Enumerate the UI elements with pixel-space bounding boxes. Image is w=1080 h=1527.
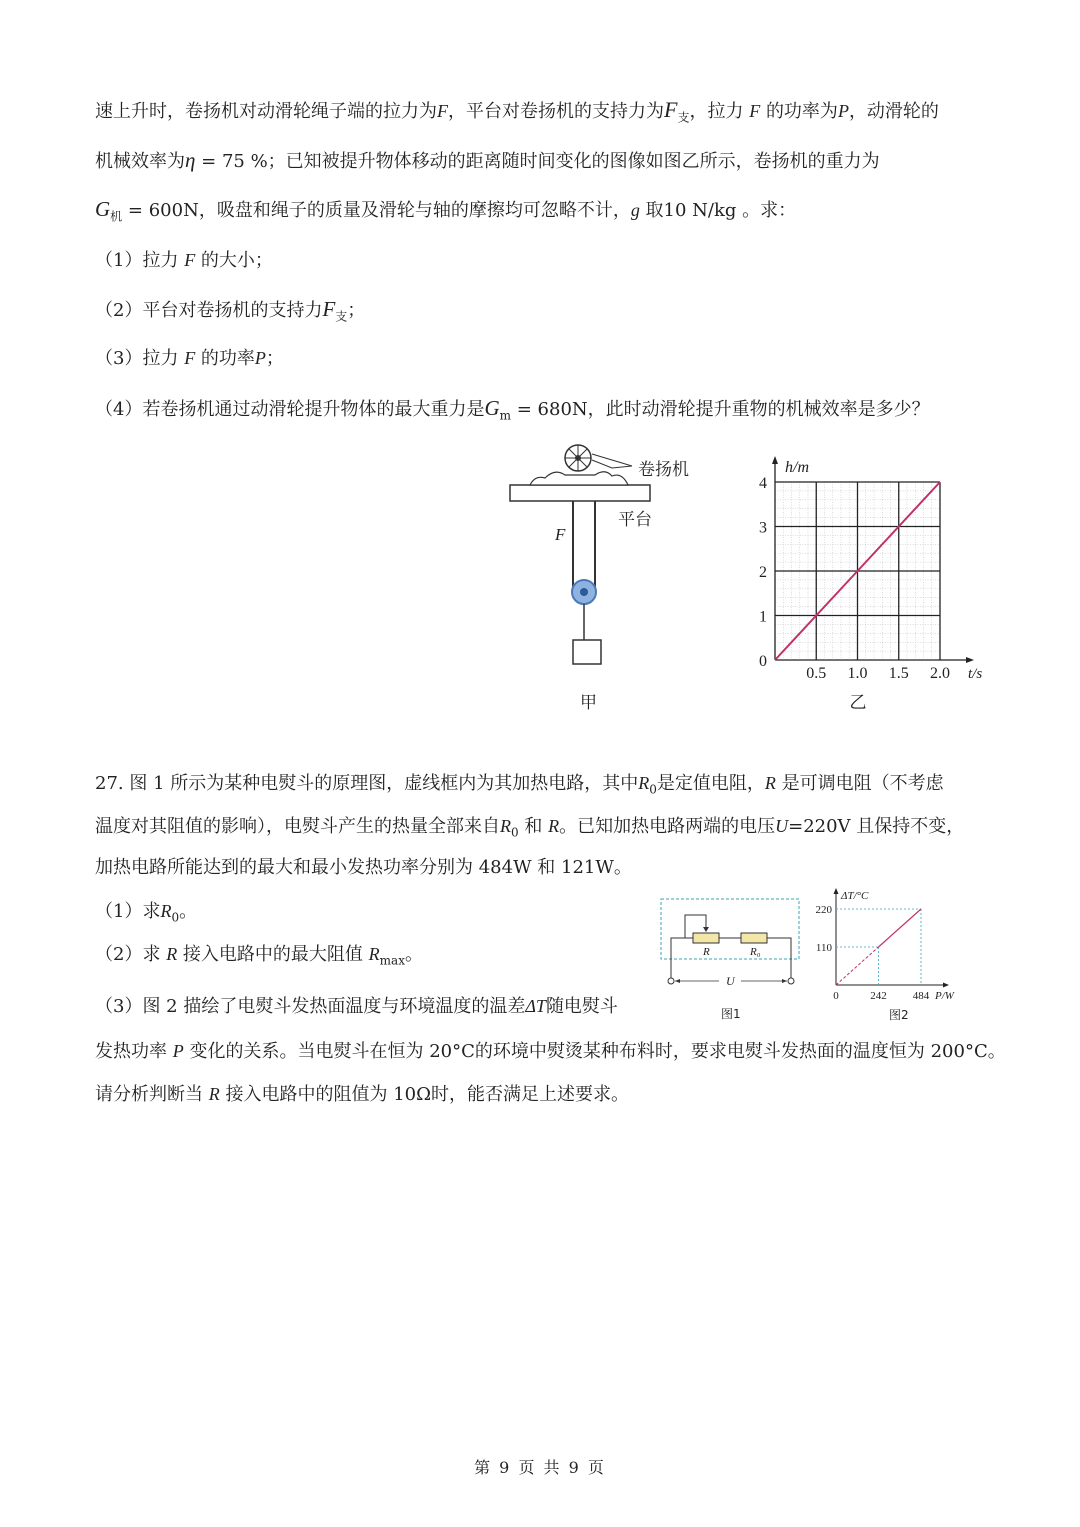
x-tick-label: 1.0 — [847, 665, 868, 682]
terminal-left — [668, 978, 674, 984]
y-tick-label: 0 — [759, 653, 767, 670]
data-line-extrapolated — [836, 947, 879, 985]
data-line — [879, 909, 922, 947]
y-tick-label: 3 — [759, 519, 767, 537]
winch-base-icon — [530, 472, 628, 485]
pulley-diagram — [500, 440, 720, 720]
h-t-graph — [750, 445, 1000, 720]
q26-question-1: （1）拉力 F 的大小； — [95, 250, 273, 271]
q26-text-line-1: 速上升时，卷扬机对动滑轮绳子端的拉力为F，平台对卷扬机的支持力为$F_支$，拉力 F 的功率为P，动滑轮的 — [95, 97, 939, 125]
y-axis-label: ΔT/°C — [841, 890, 869, 902]
page-footer: 第 9 页 共 9 页 — [474, 1458, 606, 1477]
y-tick-label: 1 — [759, 608, 767, 626]
chart-caption: 图2 — [889, 1008, 909, 1022]
x-tick-label: 2.0 — [930, 665, 950, 682]
x-tick-label: 0.5 — [806, 665, 827, 682]
winch-label: 卷扬机 — [638, 460, 689, 480]
x-tick-label: 484 — [912, 990, 930, 1002]
x-axis-label: t/s — [968, 666, 983, 682]
force-label: F — [555, 525, 566, 544]
resistor-r0 — [741, 933, 767, 943]
r-label: R — [703, 946, 710, 958]
q27-text-line-5: 请分析判断当 R 接入电路中的阻值为 10Ω时，能否满足上述要求。 — [95, 1084, 630, 1105]
x-tick-label: 242 — [870, 990, 887, 1002]
q26-text-line-3: $G_机 = 600N$，吸盘和绳子的质量及滑轮与轴的摩擦均可忽略不计，g 取10 N/kg 。求： — [95, 197, 797, 224]
x-tick-label: 1.5 — [888, 665, 909, 682]
y-axis-label: h/m — [785, 459, 809, 476]
temp-power-graph — [808, 873, 993, 1028]
q26-text-line-2: 机械效率为η = 75 %；已知被提升物体移动的距离随时间变化的图像如图乙所示，卷扬机的重力为 — [95, 148, 880, 172]
q27-text-line-3: 加热电路所能达到的最大和最小发热功率分别为 484W 和 121W。 — [95, 857, 632, 878]
y-tick-label: 110 — [815, 942, 832, 954]
circuit-diagram — [655, 893, 805, 1028]
platform-label: 平台 — [618, 510, 652, 530]
platform — [510, 485, 650, 501]
q27-question-2: （2）求 R 接入电路中的最大阻值 $R_{max}$。 — [95, 944, 423, 968]
q27-text-line-1: 27. 图 1 所示为某种电熨斗的原理图，虚线框内为其加热电路，其中$R_0$是定值电阻，R 是可调电阻（不考虑 — [95, 773, 944, 797]
x-axis-arrow — [943, 983, 949, 988]
q27-question-3: （3）图 2 描绘了电熨斗发热面温度与环境温度的温差ΔT随电熨斗 — [95, 996, 618, 1017]
terminal-right — [788, 978, 794, 984]
y-tick-label: 220 — [815, 904, 832, 916]
y-axis-arrow — [772, 456, 778, 464]
q27-text-line-4: 发热功率 P 变化的关系。当电熨斗在恒为 20°C的环境中熨烫某种布料时，要求电熨斗发热面的温度恒为 200°C。 — [95, 1041, 1006, 1062]
q27-text-line-2: 温度对其阻值的影响），电熨斗产生的热量全部来自$R_0$ 和 R。已知加热电路两端的电压U=220V 且保持不变， — [95, 816, 965, 840]
y-tick-label: 4 — [759, 475, 767, 492]
x-axis-arrow — [966, 657, 974, 663]
load-box — [573, 640, 601, 664]
heating-circuit-box — [661, 899, 799, 959]
chart-caption: 乙 — [849, 693, 867, 713]
u-label: U — [726, 974, 735, 988]
y-axis-arrow — [834, 888, 839, 894]
r0-label: R₀ — [750, 946, 761, 958]
q27-question-1: （1）求$R_0$。 — [95, 901, 198, 925]
x-axis-label: P/W — [935, 990, 954, 1002]
resistor-r — [693, 933, 719, 943]
x-tick-label: 0 — [833, 990, 839, 1002]
figure-jia-caption: 甲 — [580, 693, 597, 713]
figure-1-caption: 图1 — [721, 1007, 741, 1021]
q26-question-2: （2）平台对卷扬机的支持力$F_支$； — [95, 297, 366, 324]
y-tick-label: 2 — [759, 564, 767, 581]
q26-question-3: （3）拉力 F 的功率P； — [95, 348, 284, 369]
q26-question-4: （4）若卷扬机通过动滑轮提升物体的最大重力是$G_m = 680N$，此时动滑轮提升重物的机械效率是多少？ — [95, 396, 930, 423]
